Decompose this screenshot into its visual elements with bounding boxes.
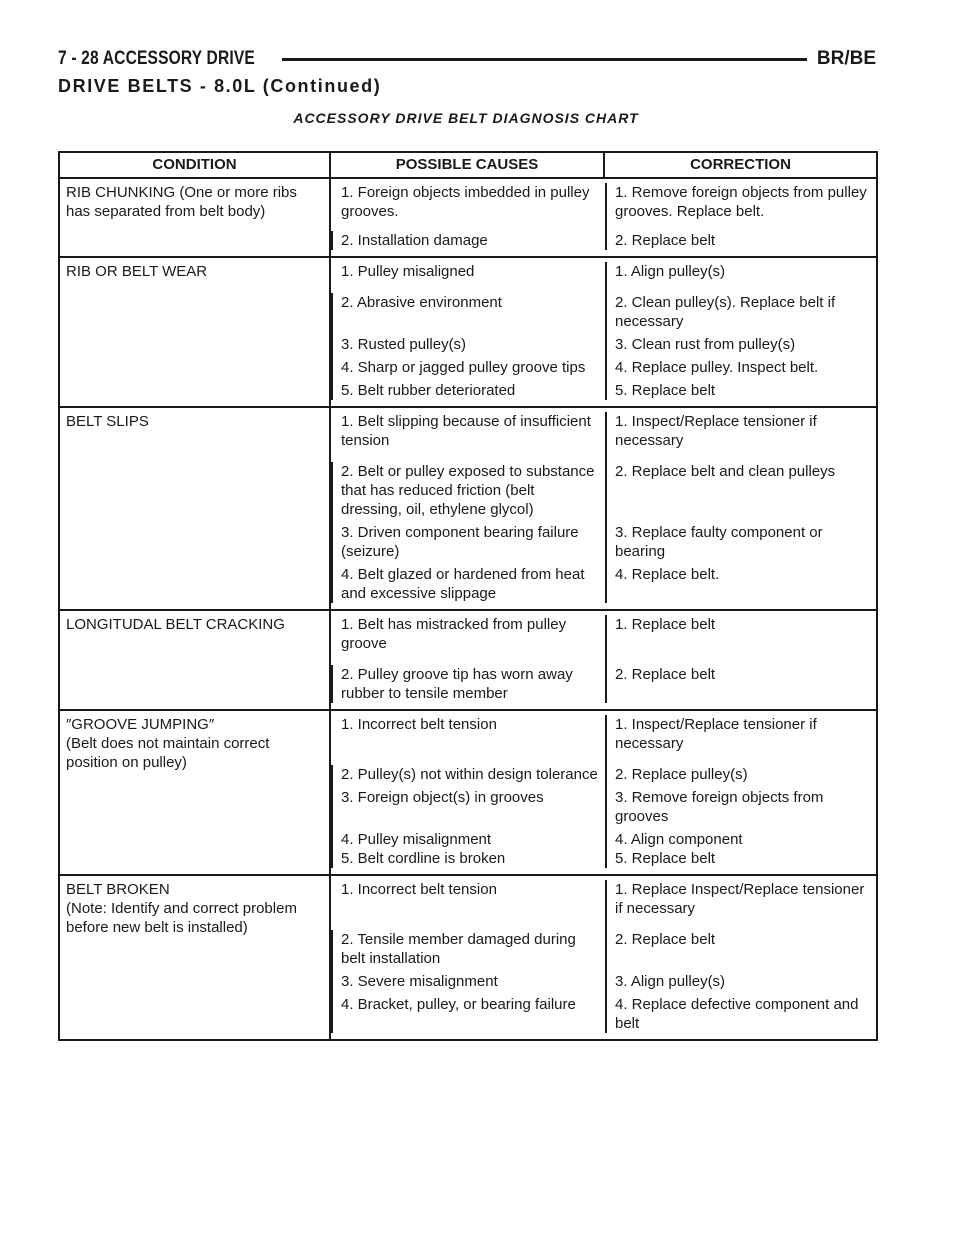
- condition-text: has separated from belt body): [66, 203, 266, 220]
- condition-cell: [59, 407, 330, 610]
- cause-correction-grid: [331, 179, 876, 256]
- causes-corrections-cell: [330, 710, 877, 875]
- correction: 2. Replace pulley(s): [605, 765, 878, 788]
- possible-cause: 3. Severe misalignment: [331, 972, 605, 995]
- correction: 1. Align pulley(s): [605, 262, 878, 293]
- possible-cause: 4. Belt glazed or hardened from heat and excessive slippage: [331, 565, 605, 603]
- table-body: [59, 178, 877, 1040]
- condition-text: (Belt does not maintain correct: [66, 735, 270, 752]
- correction: 4. Replace pulley. Inspect belt.: [605, 358, 878, 381]
- correction: 2. Replace belt: [605, 665, 878, 703]
- page-reference: 7 - 28 ACCESSORY DRIVE: [58, 48, 255, 69]
- possible-cause: 2. Installation damage: [331, 231, 605, 250]
- condition-text: RIB CHUNKING (One or more ribs: [66, 184, 297, 201]
- possible-cause: 2. Belt or pulley exposed to substance that has reduced friction (belt dressing, oil, ethylene glycol): [331, 462, 605, 523]
- correction: 3. Align pulley(s): [605, 972, 878, 995]
- table-row: [59, 178, 877, 257]
- table-row: [59, 710, 877, 875]
- possible-cause: 1. Belt has mistracked from pulley groove: [341, 616, 567, 652]
- table-header-row: [59, 152, 877, 178]
- correction: 1. Inspect/Replace tensioner if necessary: [605, 412, 878, 462]
- condition-cell: [59, 610, 330, 710]
- causes-corrections-cell: [330, 407, 877, 610]
- section-title: DRIVE BELTS - 8.0L (Continued): [58, 76, 382, 96]
- condition-text: BELT BROKEN: [66, 881, 170, 898]
- causes-corrections-cell: [330, 875, 877, 1040]
- possible-cause: 1. Foreign objects imbedded in pulley grooves.: [341, 184, 590, 220]
- cause-correction-grid: [331, 258, 876, 406]
- possible-cause: 5. Belt cordline is broken: [331, 849, 605, 868]
- correction: 1. Replace Inspect/Replace tensioner if necessary: [605, 880, 878, 930]
- column-header-correction: CORRECTION: [604, 152, 877, 178]
- condition-cell: [59, 875, 330, 1040]
- condition-text: BELT SLIPS: [66, 413, 149, 430]
- condition-text: LONGITUDAL BELT CRACKING: [66, 616, 285, 633]
- possible-cause: 4. Bracket, pulley, or bearing failure: [331, 995, 605, 1033]
- possible-cause: 3. Rusted pulley(s): [331, 335, 605, 358]
- possible-cause: 3. Foreign object(s) in grooves: [331, 788, 605, 830]
- cause-correction-grid: [331, 408, 876, 609]
- column-header-condition: CONDITION: [59, 152, 330, 178]
- correction: 3. Clean rust from pulley(s): [605, 335, 878, 358]
- possible-cause: 4. Sharp or jagged pulley groove tips: [331, 358, 605, 381]
- correction: 5. Replace belt: [605, 849, 878, 868]
- correction: 1. Replace belt: [605, 615, 878, 665]
- condition-cell: [59, 178, 330, 257]
- causes-corrections-cell: [330, 257, 877, 407]
- possible-cause: 4. Pulley misalignment: [331, 830, 605, 849]
- possible-cause: 1. Incorrect belt tension: [341, 881, 497, 898]
- condition-cell: [59, 257, 330, 407]
- possible-cause: 1. Incorrect belt tension: [341, 716, 497, 733]
- correction: 2. Replace belt: [605, 930, 878, 972]
- possible-cause: 2. Tensile member damaged during belt installation: [331, 930, 605, 972]
- causes-corrections-cell: [330, 610, 877, 710]
- possible-cause: 2. Abrasive environment: [331, 293, 605, 335]
- correction: 4. Align component: [605, 830, 878, 849]
- condition-text: RIB OR BELT WEAR: [66, 263, 208, 280]
- cause-correction-grid: [331, 876, 876, 1039]
- correction: 5. Replace belt: [605, 381, 878, 400]
- table-row: [59, 257, 877, 407]
- possible-cause: 2. Pulley(s) not within design tolerance: [331, 765, 605, 788]
- condition-text: position on pulley): [66, 754, 187, 771]
- correction: 2. Clean pulley(s). Replace belt if necessary: [605, 293, 878, 335]
- model-code: BR/BE: [816, 48, 876, 69]
- correction: 3. Remove foreign objects from grooves: [605, 788, 878, 830]
- correction: 4. Replace defective component and belt: [605, 995, 878, 1033]
- correction: 4. Replace belt.: [605, 565, 878, 603]
- causes-corrections-cell: [330, 178, 877, 257]
- correction: 1. Inspect/Replace tensioner if necessary: [605, 715, 878, 765]
- possible-cause: 3. Driven component bearing failure (seizure): [331, 523, 605, 565]
- page-header: [58, 46, 876, 72]
- correction: 1. Remove foreign objects from pulley grooves. Replace belt.: [605, 183, 878, 231]
- correction: 3. Replace faulty component or bearing: [605, 523, 878, 565]
- cause-correction-grid: [331, 711, 876, 874]
- condition-text: before new belt is installed): [66, 919, 248, 936]
- possible-cause: 1. Pulley misaligned: [341, 263, 475, 280]
- condition-text: ″GROOVE JUMPING″: [66, 716, 215, 733]
- possible-cause: 2. Pulley groove tip has worn away rubber to tensile member: [331, 665, 605, 703]
- table-row: [59, 407, 877, 610]
- cause-correction-grid: [331, 611, 876, 709]
- diagnosis-table: [58, 151, 878, 1041]
- possible-cause: 1. Belt slipping because of insufficient tension: [341, 413, 591, 449]
- possible-cause: 5. Belt rubber deteriorated: [331, 381, 605, 400]
- table-row: [59, 610, 877, 710]
- header-rule: [282, 58, 807, 61]
- condition-text: (Note: Identify and correct problem: [66, 900, 297, 917]
- correction: 2. Replace belt: [605, 231, 878, 250]
- chart-title: ACCESSORY DRIVE BELT DIAGNOSIS CHART: [293, 110, 639, 126]
- column-header-causes: POSSIBLE CAUSES: [330, 152, 604, 178]
- condition-cell: [59, 710, 330, 875]
- correction: 2. Replace belt and clean pulleys: [605, 462, 878, 523]
- table-row: [59, 875, 877, 1040]
